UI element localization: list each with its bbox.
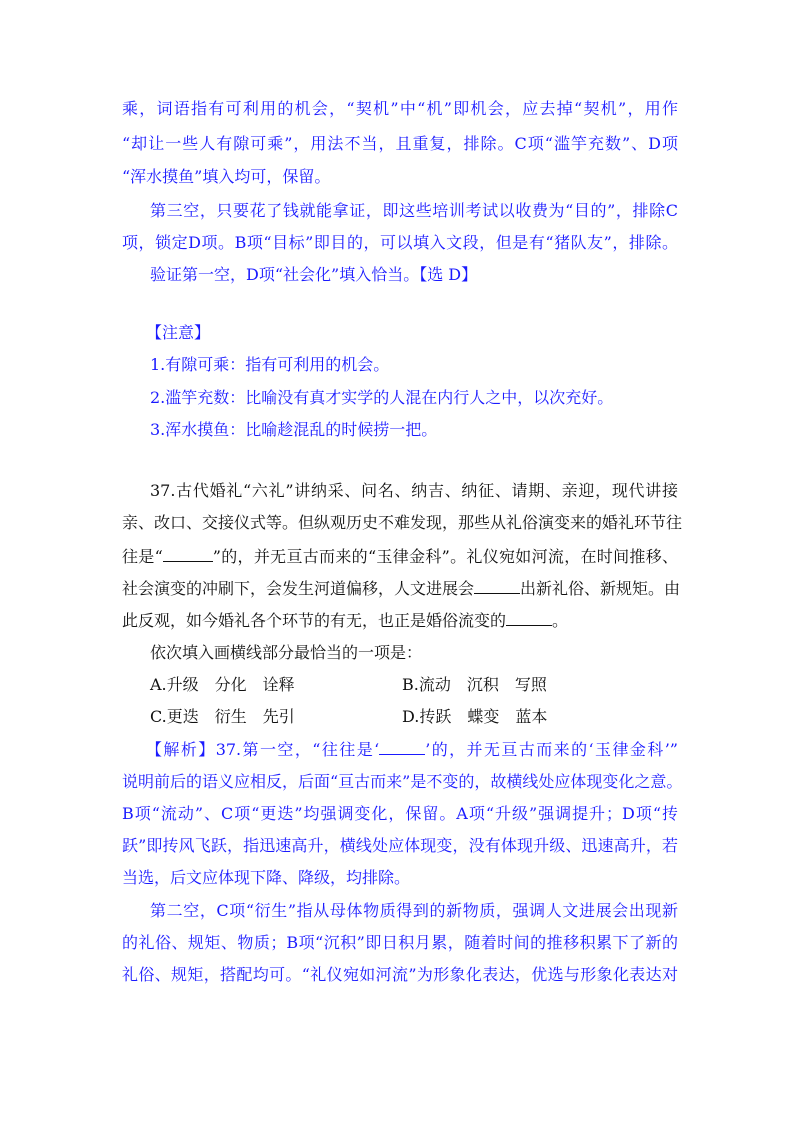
answer-blank xyxy=(163,545,213,562)
note-item: 3.浑水摸鱼：比喻趁混乱的时候捞一把。 xyxy=(150,420,438,439)
analysis-line: “却让一些人有隙可乘”，用法不当，且重复，排除。C项“滥竽充数”、D项 xyxy=(122,134,678,153)
note-item: 2.滥竽充数：比喻没有真才实学的人混在内行人之中，以次充好。 xyxy=(150,388,614,407)
option-c: C.更迭 衍生 先引 xyxy=(150,707,295,726)
analysis-line: 第二空，C项“衍生”指从母体物质得到的新物质，强调人文进展会出现新 xyxy=(150,901,678,920)
question-stem-line: 亲、改口、交接仪式等。但纵观历史不难发现，那些从礼俗演变来的婚礼环节往 xyxy=(122,513,683,532)
stem-text: 往是“ xyxy=(122,547,163,566)
question-stem-line xyxy=(122,545,678,568)
analysis-line: 项，锁定D项。B项“目标”即目的，可以填入文段，但是有“猪队友”，排除。 xyxy=(122,233,678,252)
question-stem-line: 37.古代婚礼“六礼”讲纳采、问名、纳吉、纳征、请期、亲迎，现代讲接 xyxy=(150,481,678,500)
analysis-line: “浑水摸鱼”填入均可，保留。 xyxy=(122,167,331,186)
note-item: 1.有隙可乘：指有可利用的机会。 xyxy=(150,355,390,374)
stem-text: 此反观，如今婚礼各个环节的有无，也正是婚俗流变的 xyxy=(122,611,507,630)
stem-text: 出新礼俗、新规矩。由 xyxy=(520,579,681,598)
analysis-line: 跃”即抟风飞跃，指迅速高升，横线处应体现变，没有体现升级、迅速高升，若 xyxy=(122,836,678,855)
analysis-line: 礼俗、规矩，搭配均可。“礼仪宛如河流”为形象化表达，优选与形象化表达对 xyxy=(122,965,678,984)
question-prompt: 依次填入画横线部分最恰当的一项是： xyxy=(150,643,423,662)
analysis-line: B项“流动”、C项“更迭”均强调变化，保留。A项“升级”强调提升；D项“抟 xyxy=(122,804,678,823)
answer-blank xyxy=(506,609,552,626)
option-a: A.升级 分化 诠释 xyxy=(150,675,295,694)
analysis-line: 乘，词语指有可利用的机会，“契机”中“机”即机会，应去掉“契机”，用作 xyxy=(122,99,678,118)
answer-blank xyxy=(379,738,425,755)
note-title: 【注意】 xyxy=(146,323,211,342)
analysis-line: 说明前后的语义应相反，后面“亘古而来”是不变的，故横线处应体现变化之意。 xyxy=(122,772,683,791)
analysis-line: 当选，后文应体现下降、降级，均排除。 xyxy=(122,868,411,887)
verify-line: 验证第一空，D项“社会化”填入恰当。【选 D】 xyxy=(150,265,478,284)
analysis-text: ’的，并无亘古而来的‘玉律金科’” xyxy=(425,740,678,759)
stem-text: 。 xyxy=(552,611,569,630)
question-stem-line xyxy=(122,577,681,600)
option-b: B.流动 沉积 写照 xyxy=(402,675,547,694)
option-d: D.抟跃 蝶变 蓝本 xyxy=(402,707,548,726)
stem-text: ”的，并无亘古而来的“玉律金科”。礼仪宛如河流，在时间推移、 xyxy=(212,547,678,566)
analysis-text: 【解析】37.第一空，“往往是‘ xyxy=(146,740,380,759)
analysis-line: 第三空，只要花了钱就能拿证，即这些培训考试以收费为“目的”，排除C xyxy=(150,201,678,220)
question-stem-line xyxy=(122,609,568,632)
stem-text: 社会演变的冲刷下，会发生河道偏移，人文进展会 xyxy=(122,579,475,598)
analysis-line: 的礼俗、规矩、物质；B项“沉积”即日积月累，随着时间的推移积累下了新的 xyxy=(122,933,678,952)
analysis-line xyxy=(146,738,678,761)
answer-blank xyxy=(474,577,520,594)
